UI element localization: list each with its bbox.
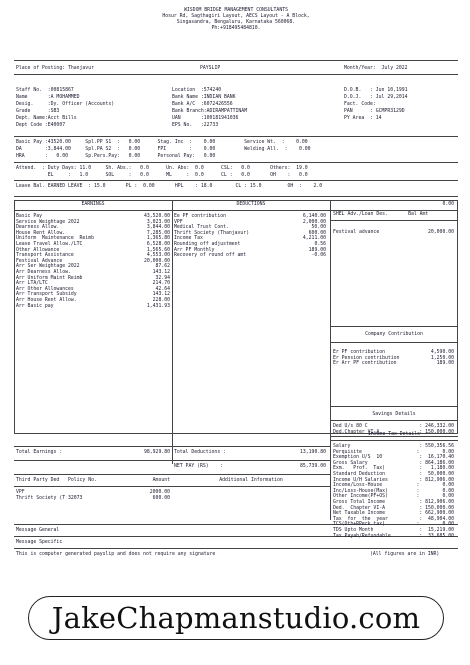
col-divider (330, 200, 331, 520)
message-specific: Message Specific (16, 540, 63, 545)
tax-label: Exm. Prof. Tax) (333, 466, 385, 472)
deduction-value: 0.56 (314, 242, 326, 247)
company-contribution-title: Company Contribution (365, 332, 423, 337)
tax-value: : 812,906.00 (419, 500, 454, 505)
tax-value: : 1,180.00 (419, 466, 454, 472)
tax-value: : 550,356.56 (419, 444, 454, 449)
tax-label: Tax for the year (333, 516, 388, 522)
tax-label: Exemption U/S 10 (333, 455, 383, 461)
employee-field: D.O.B. : Jun 10,1991 (344, 88, 408, 93)
earning-value: 6,528.00 (146, 242, 170, 247)
employee-field: Bank Branch:ADIRAMPATTINAM (172, 109, 248, 114)
pay-row: DA :3,844.00 Spl.PA S2 : 0.00 FPI : 0.00 Welding All. : 0.00 (16, 147, 311, 152)
earning-value: 1,431.93 (146, 303, 170, 309)
contribution-value: 1,250.00 (430, 355, 454, 361)
tax-label: Standard Deduction (333, 472, 385, 477)
divider (14, 74, 458, 75)
deduction-label: VPF (174, 219, 183, 225)
footer-note: This is computer generated payslip and does not require any signature (16, 552, 216, 557)
tax-label: Tax Payab/Refundable (333, 533, 391, 539)
divider (14, 524, 458, 525)
divider (330, 326, 458, 327)
watermark-banner (28, 596, 444, 640)
earning-label: Dearness Allow. (16, 225, 60, 231)
loan-value: 20,000.00 (428, 230, 454, 235)
earning-value: 32.94 (155, 275, 170, 281)
tax-label: Perquisite (333, 449, 362, 455)
savings-label: Ded.Chapter VI-A (333, 429, 380, 435)
deduction-label: Recovery of round off amt (174, 253, 247, 259)
earning-value: 43,520.00 (144, 214, 170, 219)
earning-value: 7,285.00 (146, 230, 170, 236)
earning-value: 3,023.00 (146, 219, 170, 225)
employee-field: UAN :100181941036 (172, 116, 239, 121)
loan-header: SHEL Adv./Loan Des. Bal Amt (333, 212, 429, 217)
employee-field: PAN : GCMPR3129D (344, 109, 405, 114)
tax-value: : 150,000.00 (419, 505, 454, 511)
deduction-label: Rounding off adjustment (174, 242, 241, 247)
savings-title: Savings Details (372, 412, 416, 417)
divider (14, 162, 458, 163)
payslip-title: PAYSLIP (200, 66, 221, 71)
earning-label: Arr Ser Weightage 2022 (16, 264, 80, 270)
deduction-label: Ee PF contribution (174, 214, 226, 219)
divider (330, 420, 458, 421)
contribution-label: Er Arr PF contribution (333, 361, 397, 367)
deduction-value: 2,000.00 (302, 219, 326, 225)
deduction-value: 6,140.00 (302, 214, 326, 219)
earning-value: 214.70 (152, 281, 170, 287)
deduction-label: Medical Trust Cont. (174, 225, 229, 231)
total-deductions-value: 13,190.80 (300, 450, 326, 455)
employee-field: D.O.J. : Jul 29,2014 (344, 95, 408, 100)
company-address-2: Singasandra, Bengaluru, Karnataka 560068. (176, 20, 296, 25)
tax-value: : 812,906.00 (419, 477, 454, 483)
tax-label: Salary (333, 444, 351, 449)
company-address-1: Hosur Rd, Sagthagiri Layout, AECS Layout - A Block, (162, 14, 310, 19)
third-party-label: VPF (16, 490, 25, 495)
net-pay-label: NET PAY (RS) : (174, 464, 224, 469)
third-party-header: Third Party Ded Policy No. (16, 478, 97, 483)
company-name: WISDOM BRIDGE MANAGEMENT CONSULTANTS (184, 8, 288, 13)
employee-field: Fact. Code: (344, 102, 376, 107)
savings-value: : 150,000.00 (419, 429, 454, 435)
tax-label: Income U/H Salaries (333, 477, 388, 483)
earning-label: Arr Basic pay (16, 303, 54, 309)
deduction-label: Income Tax (174, 236, 203, 242)
employee-field: Dept Code :E40007 (16, 123, 66, 128)
tax-value: : 33,685.00 (419, 533, 454, 539)
employee-field: PY Area : 14 (344, 116, 382, 121)
earning-value: 87.62 (155, 264, 170, 270)
deduction-value: 189.00 (308, 247, 326, 253)
earning-value: 3,844.00 (146, 225, 170, 231)
divider (14, 446, 330, 447)
tax-value: : 0.00 (416, 522, 454, 528)
col-divider (172, 200, 173, 464)
leave-balance: Leave Bal. EARNED LEAVE : 15.0 PL : 0.00 HPL : 18.0 CL : 15.0 OH : 2.0 (16, 184, 323, 189)
deduction-label: Arr PF Monthly (174, 247, 215, 253)
divider (14, 210, 458, 211)
divider (330, 406, 458, 407)
tax-label: TDS Upto Month (333, 528, 374, 533)
month-year: Month/Year: July 2022 (344, 66, 408, 71)
divider (14, 486, 330, 487)
earnings-heading: EARNINGS (81, 202, 105, 207)
earning-value: 42.64 (155, 286, 170, 292)
employee-field: Dept. Name:Acct Bills (16, 116, 77, 121)
third-party-amount: 2000.00 (149, 490, 170, 495)
tax-label: Gross Salary (333, 460, 368, 466)
tax-label: Gross Total Income (333, 500, 385, 505)
tax-label: Inc/Loss-House(Max) (333, 488, 388, 494)
divider (330, 220, 458, 221)
divider (14, 136, 458, 137)
employee-field: Staff No. :00815867 (16, 88, 74, 93)
earning-value: 4,553.00 (146, 253, 170, 259)
earning-value: 1,365.80 (146, 236, 170, 242)
employee-field: Desig. :Dy. Officer (Accounts) (16, 102, 115, 107)
watermark-text: JakeChapmanstudio.com (51, 601, 421, 635)
total-earnings-value: 98,929.80 (144, 450, 170, 455)
earning-label: Festival Advance (16, 258, 63, 264)
divider (14, 60, 458, 61)
savings-label: Ded U/s 80 C (333, 424, 368, 429)
net-pay-value: 85,739.00 (300, 464, 326, 469)
company-phone: Ph:+918495484810. (211, 26, 261, 31)
income-tax-title: Income Tax Details (368, 432, 420, 437)
deduction-value: 50.00 (311, 225, 326, 231)
deduction-value: -0.06 (311, 253, 326, 259)
attendance-row: EL : 1.0 SOL : 0.0 ML : 0.0 CL : 0.0 OH : 0.0 (16, 173, 308, 178)
tax-value: : 0.00 (416, 488, 454, 494)
divider (14, 474, 330, 475)
savings-value: : 246,332.00 (419, 424, 454, 429)
tax-label: Ded. Chapter VI-A (333, 505, 385, 511)
additional-info-header: Additional Information (219, 478, 283, 483)
tax-value: : 0.00 (416, 483, 454, 489)
employee-field: Name :A MOHAMMED (16, 95, 80, 100)
pay-row: Basic Pay :43520.00 Spl.PP S1 : 0.00 Stag. Inc : 0.00 Service Wt. : 0.00 (16, 140, 308, 145)
earning-label: Arr Other Allowances (16, 286, 74, 292)
tax-value: : 16,170.40 (419, 455, 454, 461)
earning-label: House Rent Allow. (16, 230, 66, 236)
tax-value: : 15,219.00 (419, 528, 454, 533)
earning-label: Arr Transport Subsidy (16, 292, 77, 298)
divider (14, 460, 330, 461)
tax-value: : 864,186.00 (419, 460, 454, 466)
employee-field: Location :574240 (172, 88, 222, 93)
divider (14, 180, 458, 181)
earning-label: Arr LTA/LTC (16, 281, 48, 287)
earning-label: Arr Dearness Allow. (16, 270, 71, 275)
right-top-value: 0.00 (442, 202, 454, 207)
total-deductions-label: Total Deductions : (174, 450, 226, 455)
message-general: Message General (16, 528, 60, 533)
third-party-label: Thrift Society (T 32073 (16, 496, 83, 501)
divider (14, 548, 458, 549)
tax-value: : 0.00 (416, 449, 454, 455)
earning-value: 1,565.60 (146, 247, 170, 253)
contribution-value: 4,590.00 (430, 350, 454, 355)
third-party-amount: 600.00 (152, 496, 170, 501)
employee-field: Bank A/C :6072426556 (172, 102, 233, 107)
earning-label: Basic Pay (16, 214, 42, 219)
divider (14, 196, 458, 197)
third-party-amount-header: Amount (152, 478, 170, 483)
tax-value: : 0.00 (416, 494, 454, 500)
tax-label: Other Income(PF+OS) (333, 494, 388, 500)
divider (330, 440, 458, 441)
currency-note: (All figures are in INR) (370, 552, 440, 557)
earning-value: 20,000.00 (144, 258, 170, 264)
tax-label: Income/Loss-House (333, 483, 383, 489)
earning-label: Arr House Rent Allow. (16, 298, 77, 303)
deduction-value: 4,211.00 (302, 236, 326, 242)
total-earnings-label: Total Earnings : (16, 450, 63, 455)
attendance-row: Attend. : Duty Days: 11.0 Sh. Abs.: 0.0 Un. Abs: 0.0 CSL: 0.0 Others: 19.0 (16, 166, 308, 171)
divider (14, 536, 458, 537)
tax-label: TCS(Oth+RPerk tax) (333, 522, 385, 528)
pay-row: HRA : 0.00 Sp.Pers.Pay: 0.00 Personal Pay: 0.00 (16, 154, 216, 159)
earning-label: Uniform Maintenance Reimb (16, 236, 94, 242)
contribution-value: 189.00 (436, 361, 454, 367)
contribution-label: Er PF contribution (333, 350, 385, 355)
payslip-page (14, 8, 460, 656)
earning-value: 143.12 (152, 292, 170, 298)
earning-label: Leave Travel Allow./LTC (16, 242, 83, 247)
earning-label: Other Allowance (16, 247, 60, 253)
deduction-value: 600.00 (308, 230, 326, 236)
employee-field: Grade :SB3 (16, 109, 60, 114)
tax-value: : 48,904.00 (419, 516, 454, 522)
earning-label: Transport Assistance (16, 253, 74, 259)
tax-value: : 50,000.00 (419, 472, 454, 477)
place-of-posting: Place of Posting: Thanjavur (16, 66, 94, 71)
deduction-label: Thrift Society (Thanjavur) (174, 230, 250, 236)
earning-value: 228.00 (152, 298, 170, 303)
employee-field: Bank Name :INDIAN BANK (172, 95, 236, 100)
tax-label: Net Taxable Income (333, 511, 385, 517)
earning-value: 143.12 (152, 270, 170, 275)
earning-label: Arr Uniform Maint Reimb (16, 275, 83, 281)
earning-label: Service Weightage 2022 (16, 219, 80, 225)
loan-label: Festival advance (333, 230, 380, 235)
deductions-heading: DEDUCTIONS (236, 202, 266, 207)
contribution-label: Er Pension contribution (333, 355, 400, 361)
tax-value: : 662,900.00 (419, 511, 454, 517)
employee-field: EPS No. :22733 (172, 123, 219, 128)
divider (330, 342, 458, 343)
